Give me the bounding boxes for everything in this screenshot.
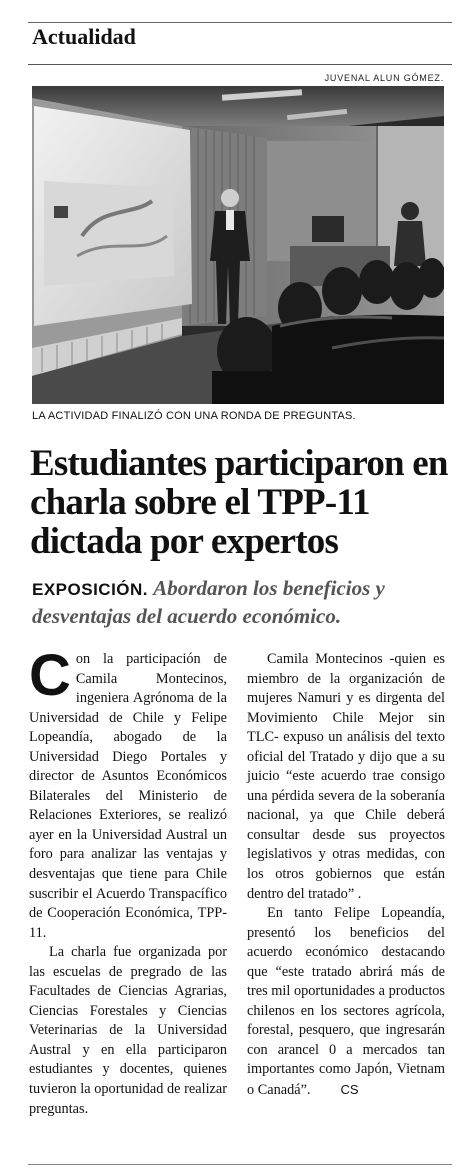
section-rule (28, 64, 452, 65)
photo-credit: JUVENAL ALUN GÓMEZ. (324, 73, 444, 83)
paragraph-2: La charla fue organizada por las escuelas de pregrado de las Facultades de Ciencias Agrarias, Ciencias Forestales y Ciencias Veterinarias de la Universidad Austral y en ella participaron estudiantes y docentes, quienes tuvieron la oportunidad de realizar preguntas. (29, 944, 227, 1117)
lead-kicker: EXPOSICIÓN. (32, 580, 149, 599)
paragraph-3: Camila Montecinos -quien es miembro de la organización de mujeres Namuri y es dirgenta del Movimiento Chile Mejor sin TLC- expuso un análisis del texto oficial del Tratado y dijo que a su juicio “este acuerdo trae consigo una pérdida severa de la soberanía nacional, ya que Chile deberá consultar desde sus proyectos legislativos y otras medidas, con los otros gobiernos que están dentro del tratado” . (247, 651, 445, 902)
news-photo (32, 86, 444, 404)
headline: Estudiantes participaron en charla sobre el TPP-11 dictada por expertos (30, 443, 448, 562)
article-column-1 (29, 643, 227, 1119)
paragraph-1-text: on la participación de Camila Montecinos, ingeniera Agrónoma de la Universidad de Chile y Felipe Lopeandía, abogado de la Universidad Diego Portales y director de Asuntos Económicos Bilaterales del Ministerio de Relaciones Exteriores, se realizó ayer en la Universidad Austral un foro para analizar las ventajas y desventajas que tiene para Chile suscribir el Acuerdo Transpacífico de Cooperación Económica, TPP-11. (29, 651, 227, 941)
end-mark-icon: CS (340, 1082, 359, 1098)
top-rule (28, 22, 452, 23)
paragraph-4-text: En tanto Felipe Lopeandía, presentó los beneficios del acuerdo económico destacando que “este tratado abrirá más de tres mil oportunidades a productos chilenos en los sectores agrícola, forestal, pesquero, que ingresarán con arancel 0 a mercados tan importantes como Japón, Vietnam o Canadá”. (247, 905, 445, 1099)
paragraph-1 (29, 643, 227, 943)
bottom-rule (28, 1164, 452, 1165)
paragraph-4 (247, 904, 445, 1100)
lead-deck (32, 575, 452, 630)
lecture-photo-illustration (32, 86, 444, 404)
lead-summary: Abordaron los beneficios y desventajas del acuerdo económico. (32, 576, 385, 628)
section-title: Actualidad (32, 24, 136, 49)
photo-caption: LA ACTIVIDAD FINALIZÓ CON UNA RONDA DE PREGUNTAS. (32, 410, 356, 422)
drop-cap: C (29, 643, 71, 708)
article-column-2 (247, 650, 445, 1101)
